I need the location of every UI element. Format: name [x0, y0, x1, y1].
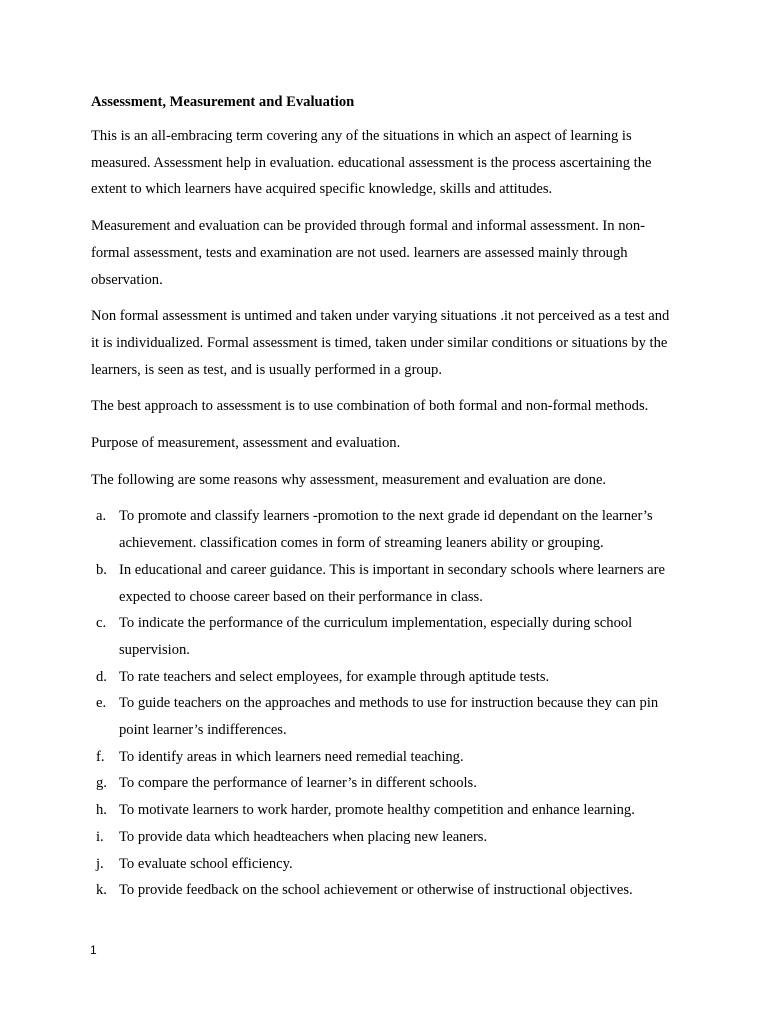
list-item — [91, 744, 681, 771]
paragraph-intro: This is an all-embracing term covering any of the situations in which an aspect of learning is measured. Assessment help in evaluation. educational assessment is the process ascertaining the extent to which learners have acquired specific knowledge, skills and attitudes. — [91, 128, 652, 198]
list-item-text: To compare the performance of learner’s in different schools. — [119, 775, 477, 792]
list-marker: h. — [96, 802, 107, 819]
paragraph-purpose: Purpose of measurement, assessment and evaluation. — [91, 435, 401, 452]
list-marker: c. — [96, 615, 107, 632]
list-item — [91, 851, 681, 878]
document-heading: Assessment, Measurement and Evaluation — [91, 94, 355, 110]
list-marker: d. — [96, 668, 107, 685]
list-item — [91, 877, 681, 904]
list-item — [91, 824, 681, 851]
list-item-text: To provide feedback on the school achievement or otherwise of instructional objectives. — [119, 882, 633, 899]
list-marker: j. — [96, 855, 104, 872]
document-body — [91, 91, 681, 904]
list-marker: e. — [96, 695, 107, 712]
list-item — [91, 610, 681, 663]
page-number: 1 — [90, 943, 97, 957]
list-marker: a. — [96, 508, 107, 525]
reasons-list — [91, 503, 681, 904]
list-item-text: In educational and career guidance. This is important in secondary schools where learners are expected to choose career based on their performance in class. — [119, 561, 665, 605]
list-item-text: To provide data which headteachers when placing new leaners. — [119, 828, 488, 845]
paragraph-non-formal: Non formal assessment is untimed and taken under varying situations .it not perceived as a test and it is individualized. Formal assessment is timed, taken under similar conditions or situations by the learners, is seen as test, and is usually performed in a group. — [91, 308, 670, 378]
list-item-text: To guide teachers on the approaches and methods to use for instruction because they can pin point learner’s indifferences. — [119, 695, 659, 739]
list-item — [91, 797, 681, 824]
list-marker: b. — [96, 561, 107, 578]
list-item — [91, 770, 681, 797]
list-item — [91, 503, 681, 556]
list-item-text: To rate teachers and select employees, for example through aptitude tests. — [119, 668, 550, 685]
list-item-text: To evaluate school efficiency. — [119, 855, 293, 872]
list-item — [91, 664, 681, 691]
list-marker: f. — [96, 748, 105, 765]
paragraph-measurement: Measurement and evaluation can be provided through formal and informal assessment. In non-formal assessment, tests and examination are not used. learners are assessed mainly through observation. — [91, 218, 645, 288]
list-marker: k. — [96, 882, 107, 899]
list-item-text: To motivate learners to work harder, promote healthy competition and enhance learning. — [119, 802, 635, 819]
paragraph-best-approach: The best approach to assessment is to use combination of both formal and non-formal methods. — [91, 398, 649, 415]
list-item-text: To promote and classify learners -promotion to the next grade id dependant on the learner’s achievement. classification comes in form of streaming leaners ability or grouping. — [119, 508, 653, 552]
list-marker: i. — [96, 828, 104, 845]
list-item — [91, 557, 681, 610]
list-item-text: To indicate the performance of the curriculum implementation, especially during school supervision. — [119, 615, 633, 658]
paragraph-reasons-intro: The following are some reasons why assessment, measurement and evaluation are done. — [91, 471, 607, 488]
list-marker: g. — [96, 775, 107, 792]
list-item — [91, 690, 681, 743]
list-item-text: To identify areas in which learners need remedial teaching. — [119, 748, 464, 765]
